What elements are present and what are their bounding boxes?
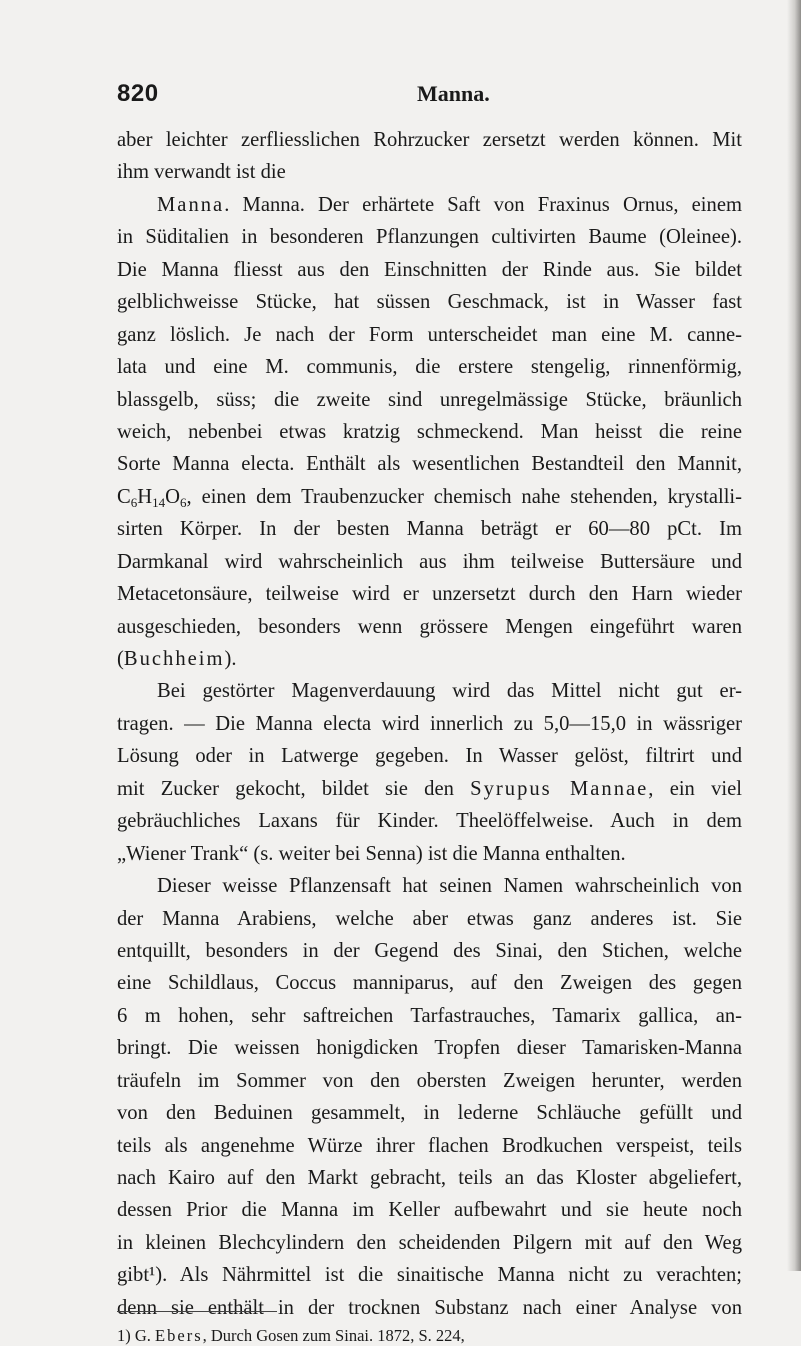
text-line: nach Kairo auf den Markt gebracht, teils an das Kloster abgeliefert, [117,1167,742,1189]
page-header [117,80,687,108]
text-line: (Buchheim). [117,648,237,670]
formula-line: $C_6H_{14}O_6$, einen dem Traubenzucker chemisch nahe stehenden, krystalli- [117,485,742,510]
text-line: weich, nebenbei etwas kratzig schmeckend. Man heisst die reine [117,420,742,443]
text-line: ausgeschieden, besonders wenn grössere Mengen eingeführt waren [117,615,742,638]
text-line: Metacetonsäure, teilweise wird er unzersetzt durch den Harn wieder [117,583,742,606]
text-line: gebräuchliches Laxans für Kinder. Theelöffelweise. Auch in dem [117,810,742,833]
text-line: träufeln im Sommer von den obersten Zweigen herunter, werden [117,1069,742,1092]
text-line: gibt¹). Als Nährmittel ist die sinaitische Manna nicht zu verachten; [117,1264,742,1287]
page-number: 820 [117,80,159,107]
text-line: dessen Prior die Manna im Keller aufbewahrt und sie heute noch [117,1199,742,1222]
text-line: 6 m hohen, sehr saftreichen Tarfastrauches, Tamarix gallica, an- [117,1004,742,1027]
text-line: Bei gestörter Magenverdauung wird das Mittel nicht gut er- [157,680,742,703]
text-line: aber leichter zerfliesslichen Rohrzucker zersetzt werden können. Mit [117,129,742,151]
footnote-text: G. Ebers, Durch Gosen zum Sinai. 1872, S. 224, [134,1326,465,1345]
entry-heading-line: Manna. Manna. Der erhärtete Saft von Fraxinus Ornus, einem [157,193,742,216]
text-line: „Wiener Trank“ (s. weiter bei Senna) ist die Manna enthalten. [117,842,626,865]
text-line: der Manna Arabiens, welche aber etwas ganz anderes ist. Sie [117,907,742,930]
text-line: entquillt, besonders in der Gegend des Sinai, den Stichen, welche [117,939,742,962]
text-line: teils als angenehme Würze ihrer flachen Brodkuchen verspeist, teils [117,1134,742,1157]
text-line: mit Zucker gekocht, bildet sie den Syrupus Mannae, ein viel [117,777,742,800]
footnote-rule [117,1311,277,1312]
text-line: in Süditalien in besonderen Pflanzungen cultivirten Baume (Oleinee). [117,226,742,249]
body-text [117,124,742,1324]
footnote [117,1326,737,1346]
running-title: Manna. [417,81,490,106]
text-line: von den Beduinen gesammelt, in lederne Schläuche gefüllt und [117,1102,742,1125]
text-line: ganz löslich. Je nach der Form unterscheidet man eine M. canne- [117,323,742,346]
text-line: lata und eine M. communis, die erstere stengelig, rinnenförmig, [117,356,742,379]
footnote-marker: 1) [117,1326,131,1345]
text-line: eine Schildlaus, Coccus manniparus, auf den Zweigen des gegen [117,972,742,995]
text-line: Darmkanal wird wahrscheinlich aus ihm teilweise Buttersäure und [117,550,742,573]
text-line: denn sie enthält in der trocknen Substanz nach einer Analyse von [117,1296,742,1319]
page-edge-shadow [787,0,801,1271]
text-line: Dieser weisse Pflanzensaft hat seinen Namen wahrscheinlich von [157,875,742,898]
text-line: blassgelb, süss; die zweite sind unregelmässige Stücke, bräunlich [117,388,742,411]
text-line: ihm verwandt ist die [117,161,286,184]
text-line: Sorte Manna electa. Enthält als wesentlichen Bestandteil den Mannit, [117,453,742,476]
text-line: in kleinen Blechcylindern den scheidenden Pilgern mit auf den Weg [117,1231,742,1254]
text-line: bringt. Die weissen honigdicken Tropfen dieser Tamarisken-Manna [117,1037,742,1060]
text-line: Die Manna fliesst aus den Einschnitten der Rinde aus. Sie bildet [117,258,742,281]
text-line: gelblichweisse Stücke, hat süssen Geschmack, ist in Wasser fast [117,291,742,314]
text-line: tragen. — Die Manna electa wird innerlich zu 5,0—15,0 in wässriger [117,712,742,735]
text-line: Lösung oder in Latwerge gegeben. In Wasser gelöst, filtrirt und [117,745,742,768]
text-line: sirten Körper. In der besten Manna beträgt er 60—80 pCt. Im [117,518,742,541]
